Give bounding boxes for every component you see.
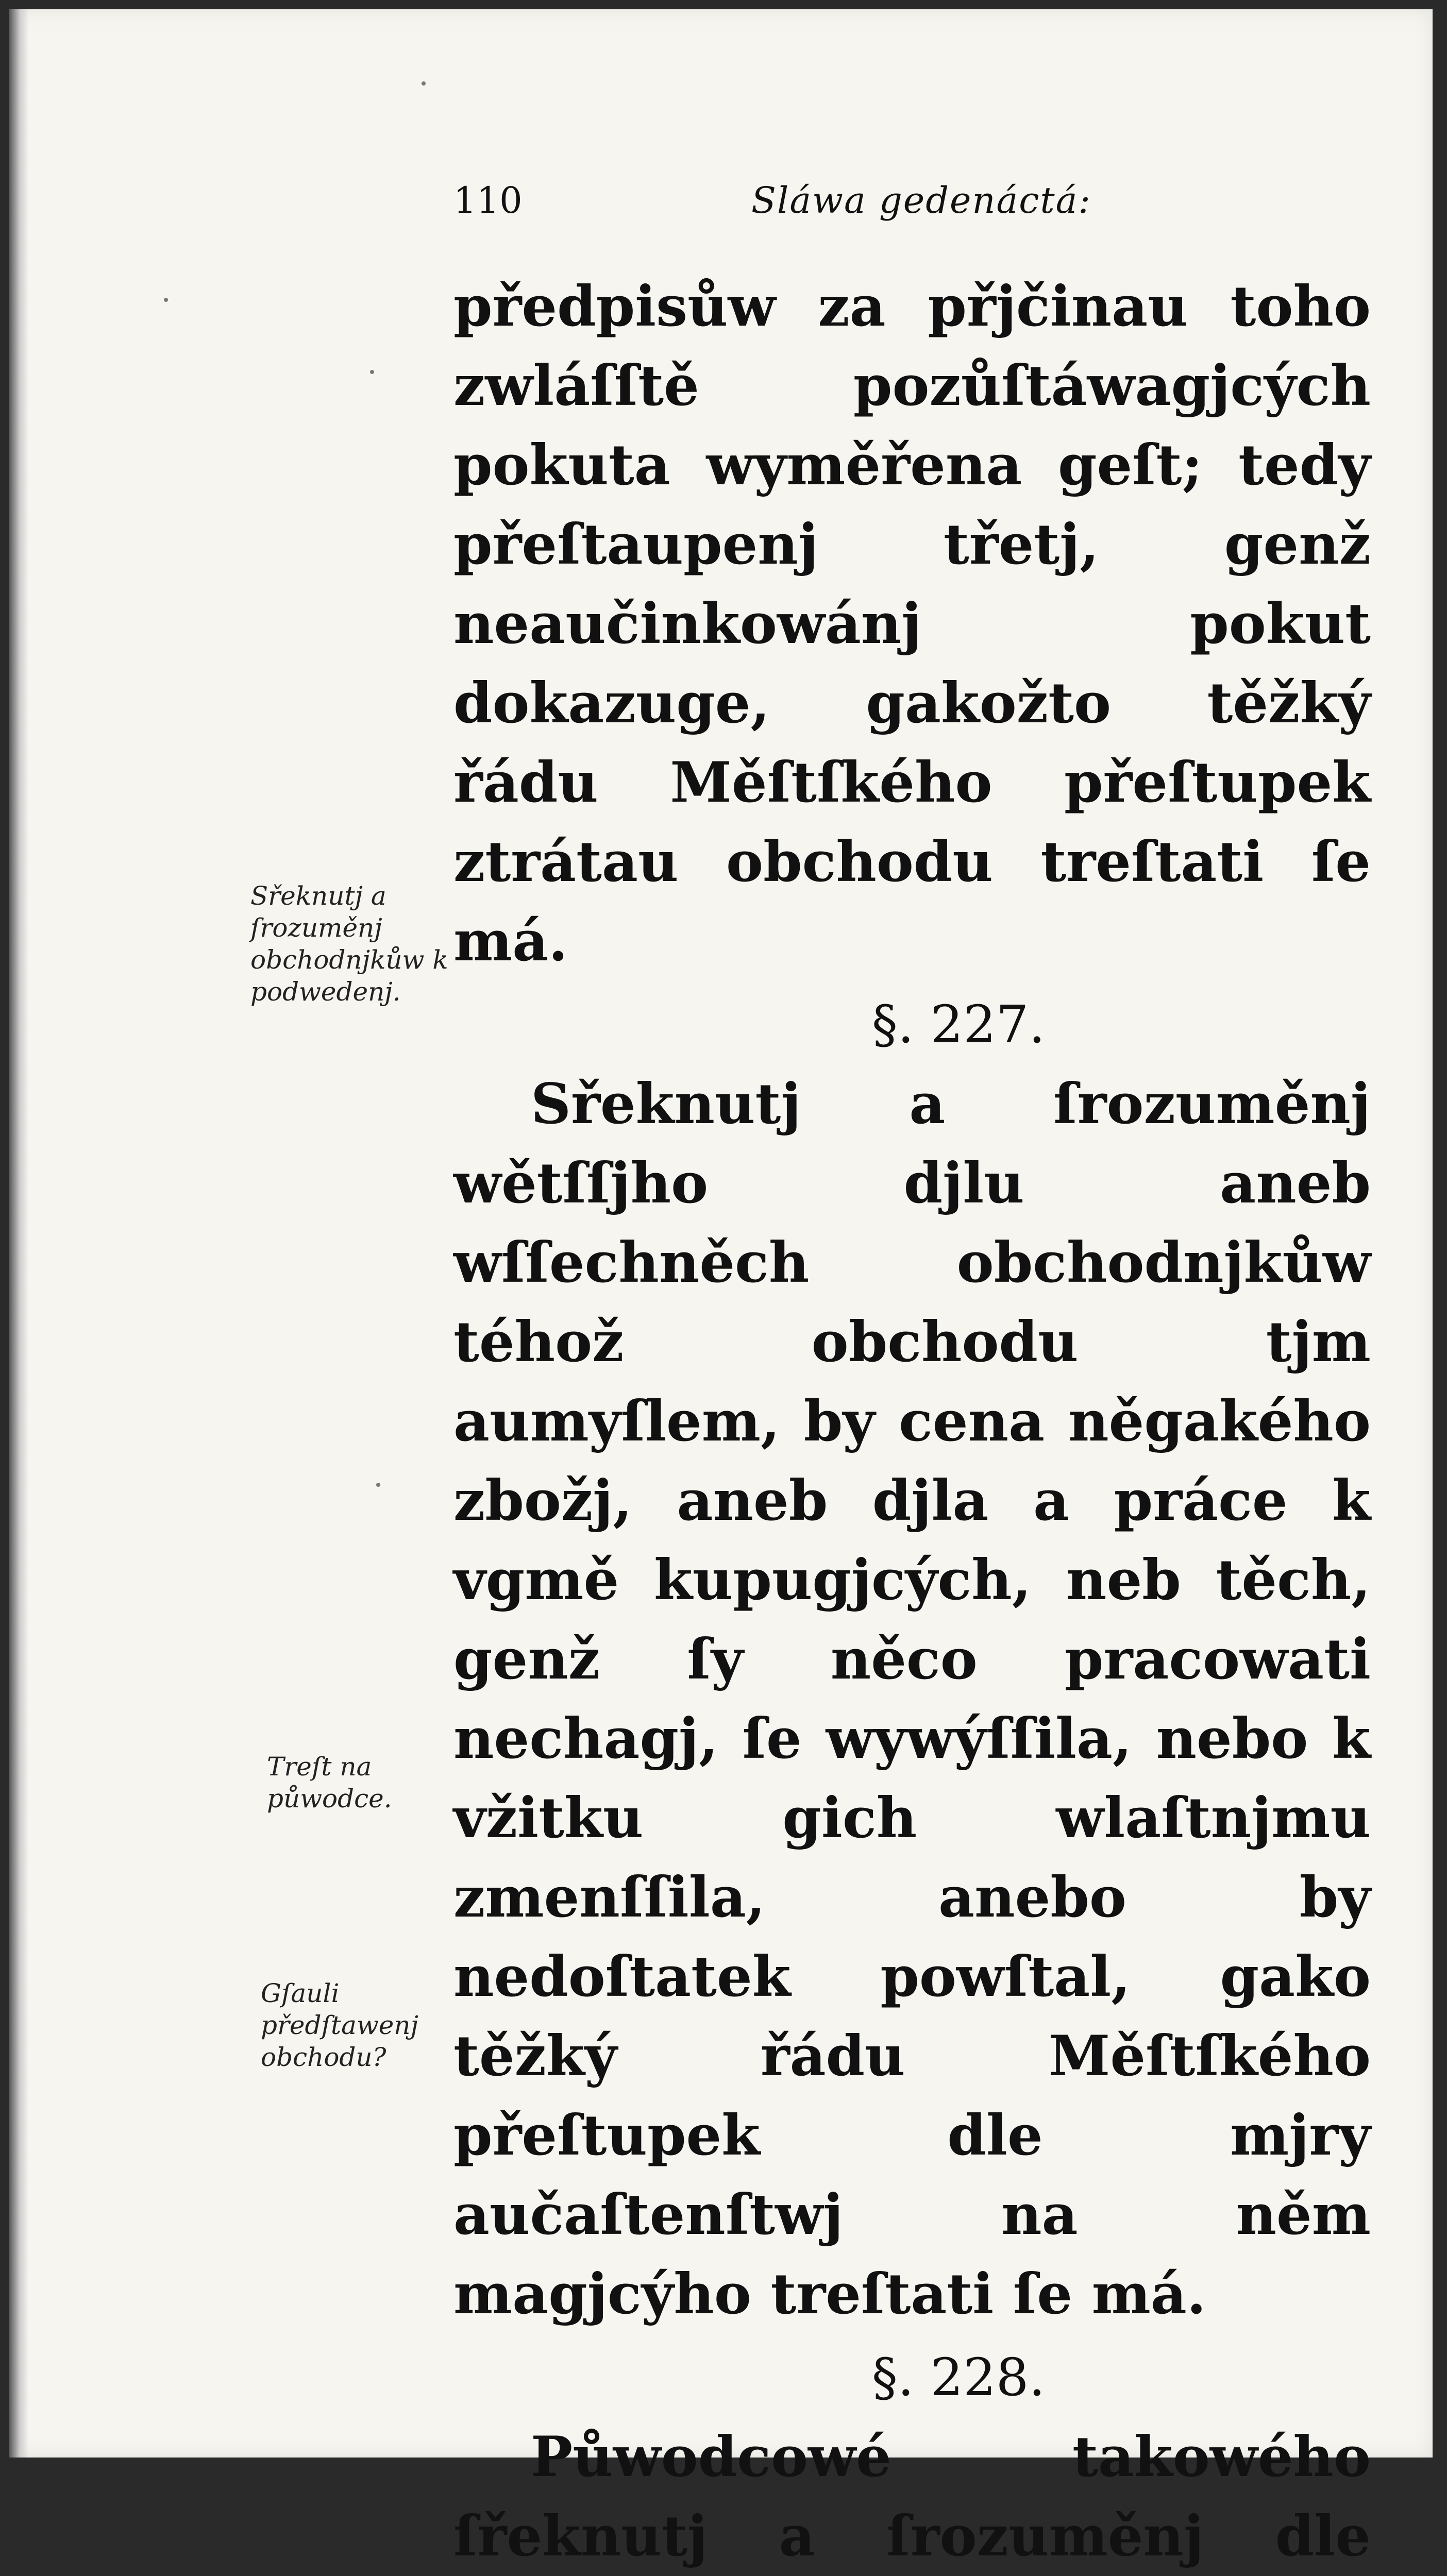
- paper-speck: [376, 1483, 380, 1487]
- margin-note-agreement: Sřeknutj a ſrozuměnj obchodnjkůw k podwedenj.: [250, 881, 448, 1007]
- page-number: 110: [453, 179, 523, 222]
- paragraph-continuation: předpisůw za přjčinau toho zwláſſtě pozůſtáwagjcých pokuta wyměřena geſt; tedy přeſtaupenj třetj, genž neaučinkowánj pokut dokazuge, gakožto těžký řádu Měſtſkého přeſtupek ztrátau obchodu treſtati ſe má.: [453, 274, 1371, 974]
- section-heading-228: §. 228.: [871, 2347, 1046, 2408]
- book-page: [9, 9, 1433, 2569]
- margin-note-punishment: Treſt na půwodce.: [267, 1752, 392, 1814]
- running-title: Sláwa gedenáctá:: [751, 179, 1091, 222]
- paper-speck: [422, 81, 426, 86]
- section-heading-227: §. 227.: [871, 994, 1046, 1055]
- margin-note-question: Gſauli předſtawenj obchodu?: [261, 1978, 419, 2072]
- main-text: [453, 267, 1371, 2576]
- paragraph-228: Půwodcowé takowého ſřeknutj a ſrozuměnj dle: [453, 2425, 1371, 2569]
- binding-shadow: [9, 9, 29, 2458]
- paper-speck: [164, 298, 168, 302]
- paragraph-227: Sřeknutj a ſrozuměnj wětſſjho djlu aneb wſſechněch obchodnjkůw téhož obchodu tjm aumyſlem, by cena něgakého zbožj, aneb djla a práce k vgmě kupugjcých, neb těch, genž ſy něco pracowati nechagj, ſe wywýſſila, nebo k vžitku gich wlaſtnjmu zmenſſila, anebo by nedoſtatek powſtal, gako těžký řádu Měſtſkého přeſtupek dle mjry aučaſtenſtwj na něm magjcýho treſtati ſe má.: [453, 1072, 1371, 2327]
- paper-speck: [370, 370, 374, 374]
